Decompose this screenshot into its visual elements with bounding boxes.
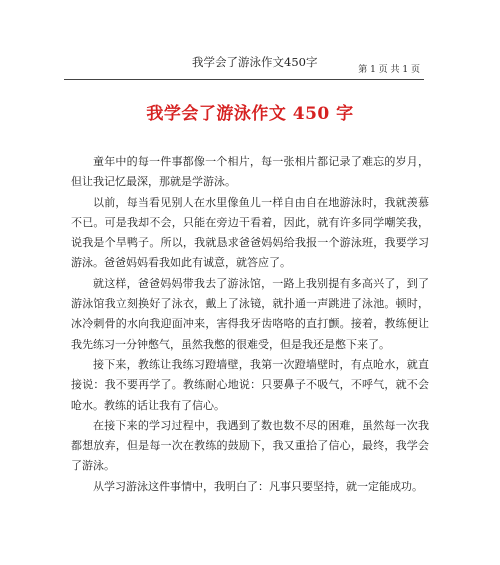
page-header	[0, 0, 500, 80]
paragraph: 童年中的每一件事都像一个相片，每一张相片都记录了难忘的岁月，但让我记忆最深，那就是学游泳。	[71, 155, 429, 189]
document-body	[71, 152, 429, 497]
paragraph: 从学习游泳这件事情中，我明白了：凡事只要坚持，就一定能成功。	[93, 479, 423, 493]
header-page-info: 第 1 页 共 1 页	[358, 65, 420, 75]
paragraph: 在接下来的学习过程中，我遇到了数也数不尽的困难，虽然每一次我都想放弃，但是每一次在教练的鼓励下，我又重拾了信心，最终，我学会了游泳。	[71, 418, 429, 473]
paragraph: 就这样，爸爸妈妈带我去了游泳馆，一路上我别提有多高兴了，到了游泳馆我立刻换好了泳衣，戴上了泳镜，就扑通一声跳进了泳池。顿时，冰冷刺骨的水向我迎面冲来，害得我牙齿咯咯的直打颤。接着，教练便让我先练习一分钟憋气，虽然我憋的很难受，但是我还是憋下来了。	[71, 276, 429, 351]
document-title: 我学会了游泳作文 450 字	[146, 104, 354, 124]
paragraph: 接下来，教练让我练习蹬墙壁，我第一次蹬墙壁时，有点呛水，就直接说：我不要再学了。教练耐心地说：只要鼻子不吸气，不呼气，就不会呛水。教练的话让我有了信心。	[71, 357, 429, 412]
header-title: 我学会了游泳作文450字	[192, 55, 318, 69]
header-divider	[64, 79, 424, 80]
paragraph: 以前，每当看见别人在水里像鱼儿一样自由自在地游泳时，我就羡慕不已。可是我却不会，只能在旁边干看着，因此，就有许多同学嘲笑我，说我是个旱鸭子。所以，我就恳求爸爸妈妈给我报一个游泳班，我要学习游泳。爸爸妈妈看我如此有诚意，就答应了。	[71, 195, 429, 270]
